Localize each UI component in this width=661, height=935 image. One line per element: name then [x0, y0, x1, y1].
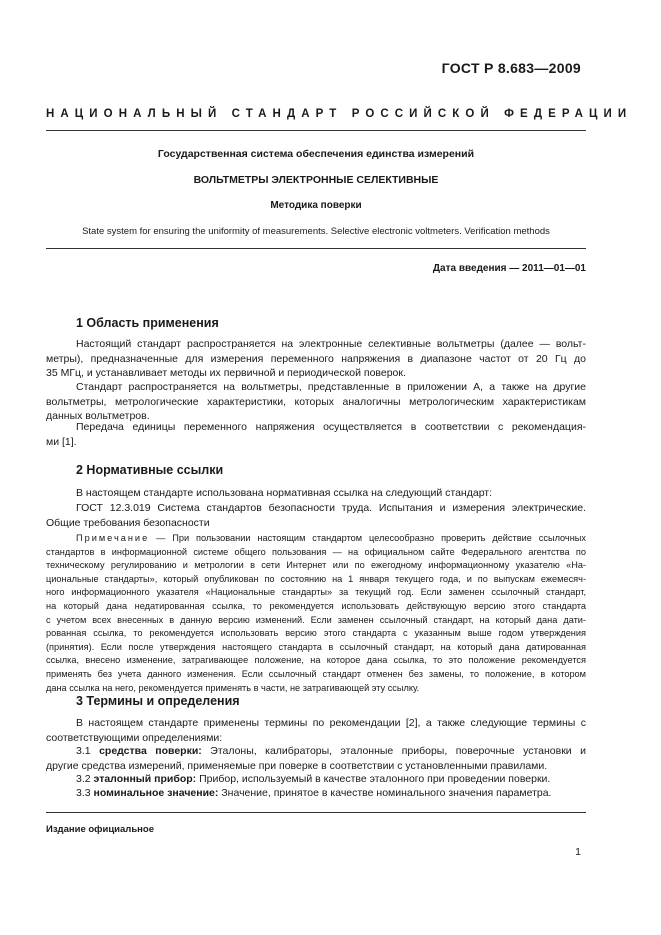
- header-rule: [46, 130, 586, 131]
- text-line: дана ссылка на него, рекомендуется применять в части, не затрагивающей эту ссылку.: [46, 682, 420, 693]
- footer-rule: [46, 812, 586, 813]
- text-line: В настоящем стандарте использована нормативная ссылка на следующий стандарт:: [76, 487, 493, 499]
- term-line: 3.2 эталонный прибор: Прибор, используемый в качестве эталонного при проведении поверки.: [76, 773, 551, 785]
- term-line: 3.3 номинальное значение: Значение, принятое в качестве номинального значения параметра.: [76, 787, 552, 799]
- text-line: рованная ссылка, то рекомендуется использовать версию этого стандарта с указанным выше годом утверждения: [46, 628, 586, 639]
- term-first-line: 3.1 средства поверки: Эталоны, калибраторы, эталонные приборы, поверочные установки и: [76, 745, 586, 757]
- text-line: В настоящем стандарте применены термины по рекомендации [2], а также следующие термины с: [76, 717, 586, 729]
- note-label: Примечание: [76, 533, 150, 543]
- title-rule: [46, 248, 586, 249]
- text-line: другие средства измерений, применяемые при поверке в соответствии с установленными правилами.: [46, 759, 548, 772]
- term-name: эталонный прибор:: [93, 773, 197, 785]
- text-line: применять без учета данного изменения. Если ссылочный стандарт отменен без замены, то положение, в котором: [46, 668, 586, 679]
- note-first-line: Примечание — При пользовании настоящим стандартом целесообразно проверить действие ссылочных: [76, 533, 586, 543]
- text-line: с учетом всех внесенных в данную версию изменений. Если заменен ссылочный стандарт, на который дана дати-: [46, 614, 586, 625]
- normative-reference: [46, 501, 586, 530]
- official-edition-label: Издание официальное: [46, 824, 154, 835]
- text-line: ми [1].: [46, 435, 77, 448]
- introduction-date: Дата введения — 2011—01—01: [432, 263, 586, 274]
- text-line: техническому регулированию и метрологии в сети Интернет или по ежегодному информационному указателю «На-: [46, 560, 586, 571]
- term-number: 3.2: [76, 773, 91, 785]
- document-code: ГОСТ Р 8.683—2009: [441, 60, 581, 76]
- section-1-paragraph-3: [46, 420, 586, 449]
- text-line: ГОСТ 12.3.019 Система стандартов безопасности труда. Испытания и измерения электрические.: [76, 502, 586, 514]
- text-line: циональные стандарты», который опубликован по состоянию на 1 января текущего года, и по выпускам ежемесяч-: [46, 573, 586, 584]
- english-title: State system for ensuring the uniformity of measurements. Selective electronic voltmeters. Verification methods: [82, 226, 550, 237]
- text-line: метры), предназначенные для измерения переменного напряжения в диапазоне частот от 20 Гц до: [46, 352, 586, 365]
- section-1-heading: 1 Область применения: [76, 316, 219, 330]
- term-name: средства поверки:: [99, 745, 202, 757]
- section-2-paragraph-1: [46, 486, 586, 501]
- text-line: вольтметры, метрологические характеристики, которых аналогичны метрологическим характеристикам: [46, 395, 586, 408]
- term-name: номинальное значение:: [93, 787, 219, 799]
- text-line: на который дана недатированная ссылка, то рекомендуется использовать действующую версию этого стандарта: [46, 600, 586, 611]
- term-number: 3.1: [76, 745, 91, 757]
- note-block: [46, 532, 586, 695]
- term-3-3: [46, 786, 586, 801]
- text-line: (принятия). Если после утверждения настоящего стандарта в ссылочный стандарт, на который дана датированная: [46, 641, 586, 652]
- national-standard-banner: НАЦИОНАЛЬНЫЙ СТАНДАРТ РОССИЙСКОЙ ФЕДЕРАЦИИ: [46, 108, 633, 120]
- section-3-heading: 3 Термины и определения: [76, 694, 240, 708]
- text-line: данных вольтметров.: [46, 410, 150, 422]
- text-line: Стандарт распространяется на вольтметры, представленные в приложении А, а также на другие: [76, 381, 586, 393]
- text-line: соответствующими определениями:: [46, 731, 223, 744]
- text-line: ного информационного указателя «Национальные стандарты» за текущий год. Если заменен ссылочный стандарт,: [46, 587, 586, 598]
- text-line: стандартов в информационной системе общего пользования — на официальном сайте Федерального агентства по: [46, 546, 586, 557]
- main-title: ВОЛЬТМЕТРЫ ЭЛЕКТРОННЫЕ СЕЛЕКТИВНЫЕ: [193, 174, 439, 186]
- section-2-heading: 2 Нормативные ссылки: [76, 463, 224, 477]
- text-line: Общие требования безопасности: [46, 516, 210, 529]
- subtitle: Методика поверки: [270, 200, 362, 211]
- text-line: Настоящий стандарт распространяется на электронные селективные вольтметры (далее — вольт-: [76, 338, 586, 350]
- page-number: 1: [575, 846, 581, 858]
- term-number: 3.3: [76, 787, 91, 799]
- term-3-1: [46, 744, 586, 773]
- section-3-paragraph-1: [46, 716, 586, 745]
- text-line: 35 МГц, и устанавливает методы их первичной и периодической поверок.: [46, 367, 406, 379]
- text-line: ссылка, внесено изменение, затрагивающее положение, на которое дана ссылка, то это положение рекомендуется: [46, 655, 586, 666]
- term-3-2: [46, 772, 586, 787]
- section-1-paragraph-2: [46, 380, 586, 424]
- system-title: Государственная система обеспечения единства измерений: [157, 148, 475, 160]
- section-1-paragraph-1: [46, 337, 586, 381]
- text-line: Передача единицы переменного напряжения осуществляется в соответствии с рекомендация-: [76, 421, 586, 433]
